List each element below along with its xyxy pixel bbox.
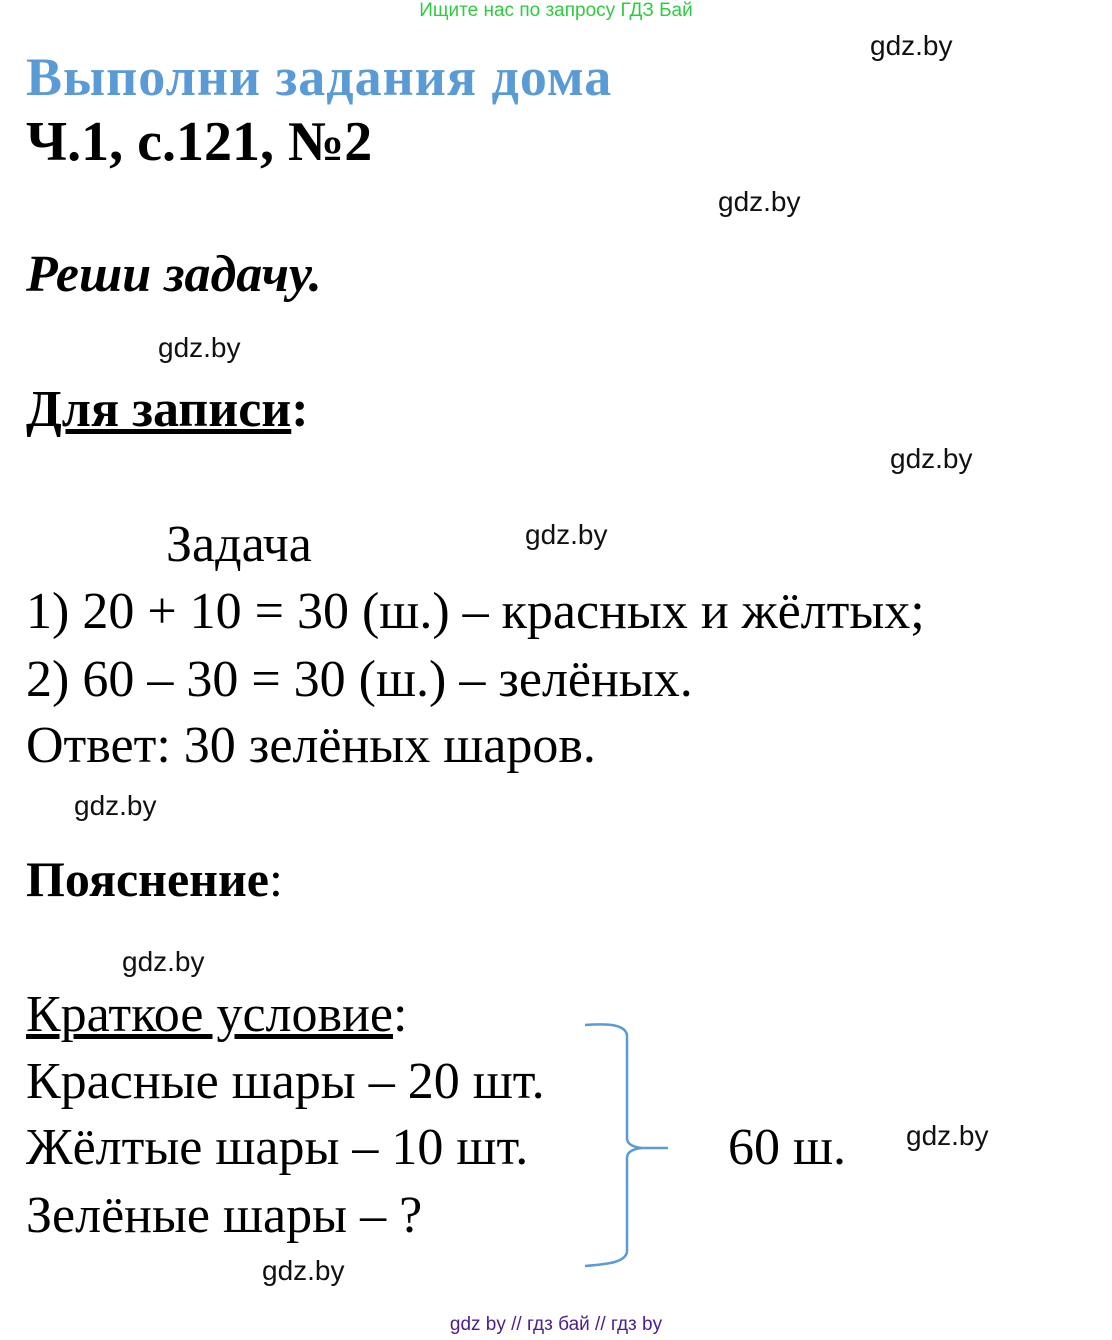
watermark: gdz.by [74,790,157,821]
solution-step-2: 2) 60 – 30 = 30 (ш.) – зелёных. [26,651,693,708]
exercise-reference: Ч.1, с.121, №2 [26,111,373,173]
search-banner: Ищите нас по запросу ГДЗ Бай [419,0,693,21]
page-title: Выполни задания дома [26,47,613,107]
explanation-heading-colon: : [269,851,283,907]
total-balls: 60 ш. [728,1119,847,1176]
watermark: gdz.by [262,1255,345,1286]
condition-heading-colon: : [392,986,408,1043]
condition-red: Красные шары – 20 шт. [26,1053,545,1110]
record-heading-colon: : [291,381,309,438]
watermark: gdz.by [906,1120,989,1151]
condition-heading-label: Краткое условие [26,986,393,1043]
solution-label: Задача [166,516,312,573]
record-heading [26,380,309,439]
condition-yellow: Жёлтые шары – 10 шт. [26,1119,529,1176]
watermark: gdz.by [525,519,608,550]
watermark: gdz.by [890,443,973,474]
condition-heading [26,985,407,1044]
watermark: gdz.by [870,30,953,61]
watermark: gdz.by [122,946,205,977]
explanation-heading [26,850,283,908]
watermark: gdz.by [158,332,241,363]
instruction-text: Реши задачу. [26,246,322,303]
solution-step-1: 1) 20 + 10 = 30 (ш.) – красных и жёлтых; [26,583,925,640]
footer-links: gdz by // гдз бай // гдз by [449,1314,663,1335]
curly-brace-icon [580,1020,680,1270]
record-heading-label: Для записи [26,381,292,438]
watermark: gdz.by [718,186,801,217]
explanation-heading-label: Пояснение [26,851,269,907]
solution-answer: Ответ: 30 зелёных шаров. [26,717,596,774]
condition-green: Зелёные шары – ? [26,1187,423,1244]
